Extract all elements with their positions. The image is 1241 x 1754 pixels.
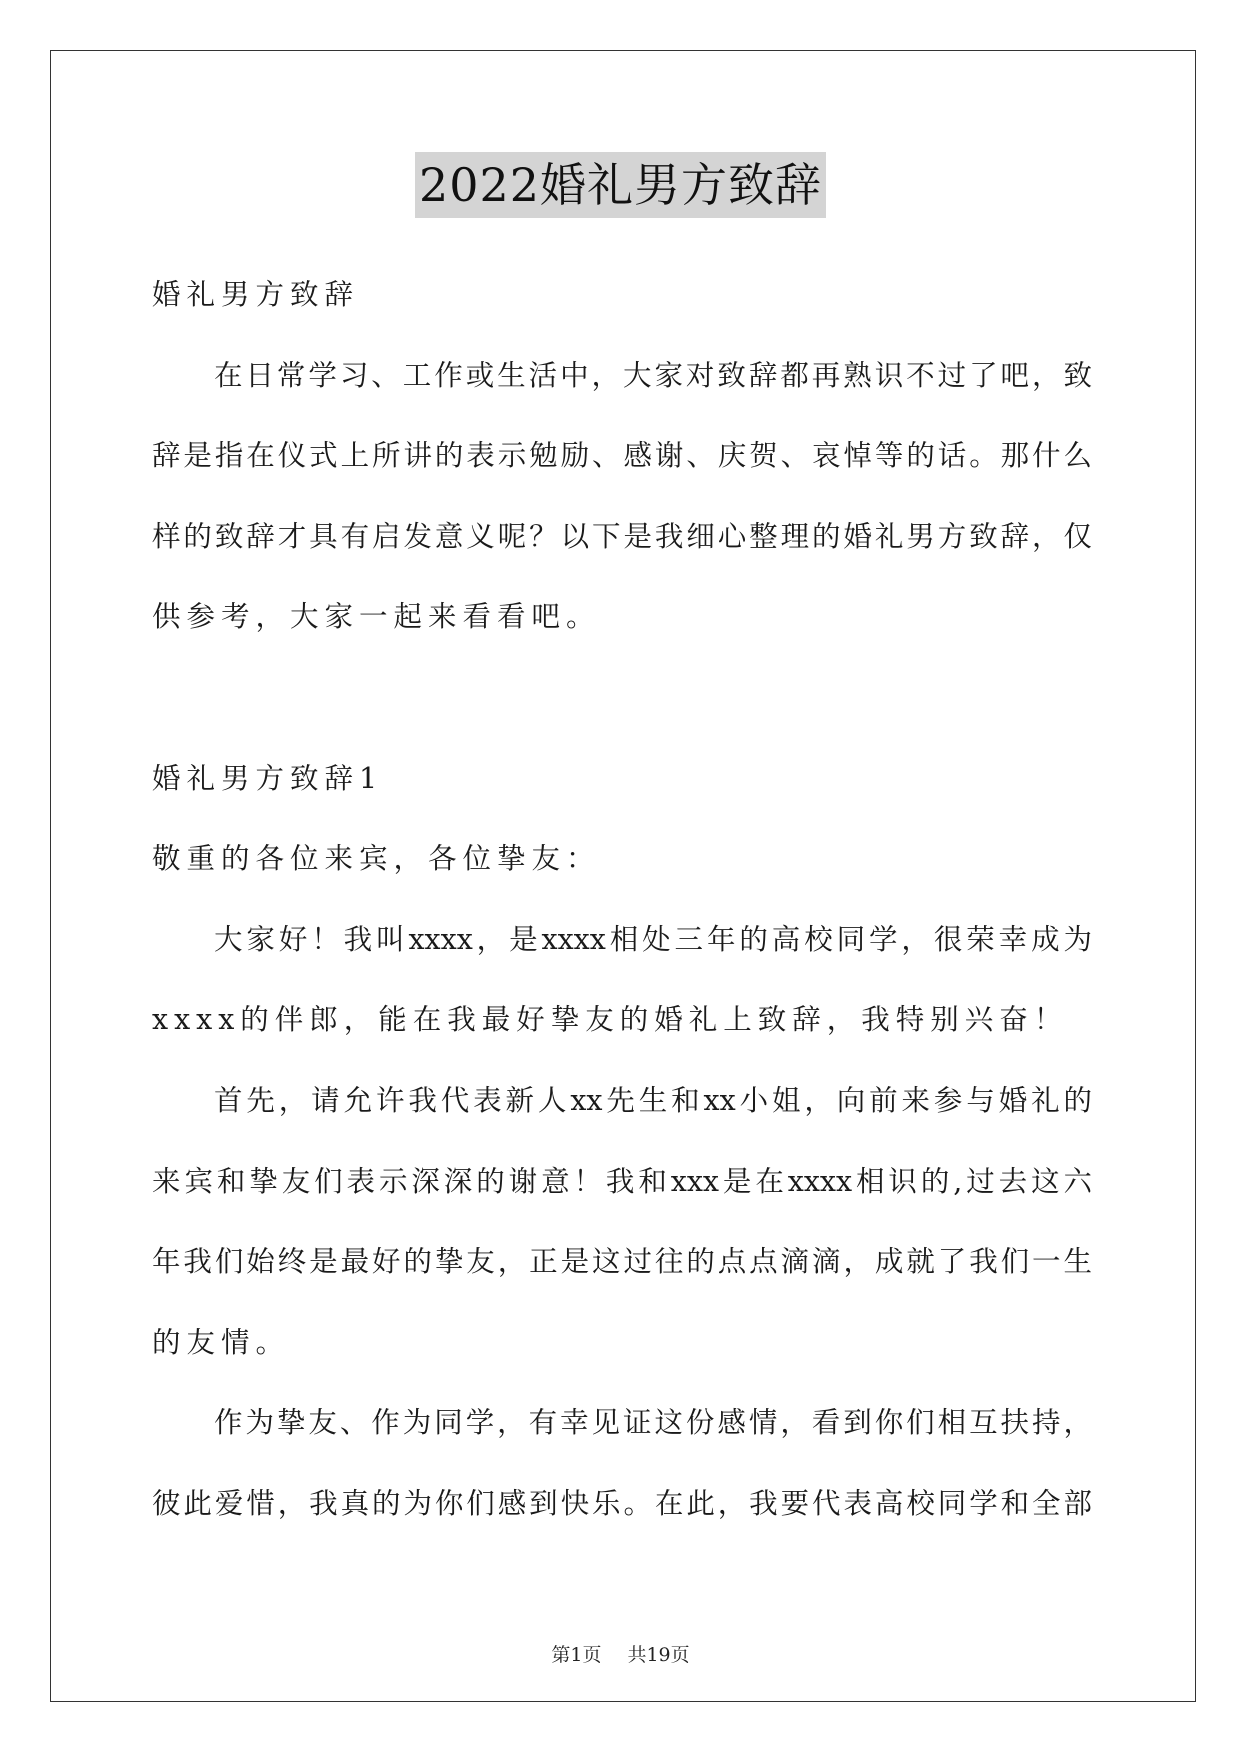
text-line: 婚礼男方致辞1 [152,761,384,795]
blank-line [152,658,1092,739]
text-line: 的友情。 [152,1325,291,1359]
text-line: xxxx的伴郎，能在我最好挚友的婚礼上致辞，我特别兴奋！ [152,1003,1069,1037]
page-footer [0,1640,1241,1667]
text-line: 辞是指在仪式上所讲的表示勉励、感谢、庆贺、哀悼等的话。那什么 [152,439,1092,473]
text-line: 供参考，大家一起来看看吧。 [152,600,601,634]
text-line: 敬重的各位来宾，各位挚友： [152,842,601,876]
page-number-current: 第1页 [551,1644,602,1666]
text-line: 在日常学习、工作或生活中，大家对致辞都再熟识不过了吧，致 [214,358,1092,392]
text-line: 大家好！我叫xxxx，是xxxx相处三年的高校同学，很荣幸成为 [214,922,1092,956]
title-container [0,152,1241,218]
text-line: 首先，请允许我代表新人xx先生和xx小姐，向前来参与婚礼的 [214,1083,1092,1117]
text-line: 来宾和挚友们表示深深的谢意！我和xxx是在xxxx相识的,过去这六 [152,1164,1092,1198]
document-title: 2022婚礼男方致辞 [415,152,826,218]
text-line: 彼此爱惜，我真的为你们感到快乐。在此，我要代表高校同学和全部 [152,1486,1092,1520]
page-number-total: 共19页 [627,1644,690,1666]
text-line: 婚礼男方致辞 [152,278,360,311]
document-body [152,255,1092,1545]
text-line: 年我们始终是最好的挚友，正是这过往的点点滴滴，成就了我们一生 [152,1245,1092,1279]
text-line: 样的致辞才具有启发意义呢？以下是我细心整理的婚礼男方致辞，仅 [152,519,1092,553]
text-line: 作为挚友、作为同学，有幸见证这份感情，看到你们相互扶持， [214,1406,1092,1440]
